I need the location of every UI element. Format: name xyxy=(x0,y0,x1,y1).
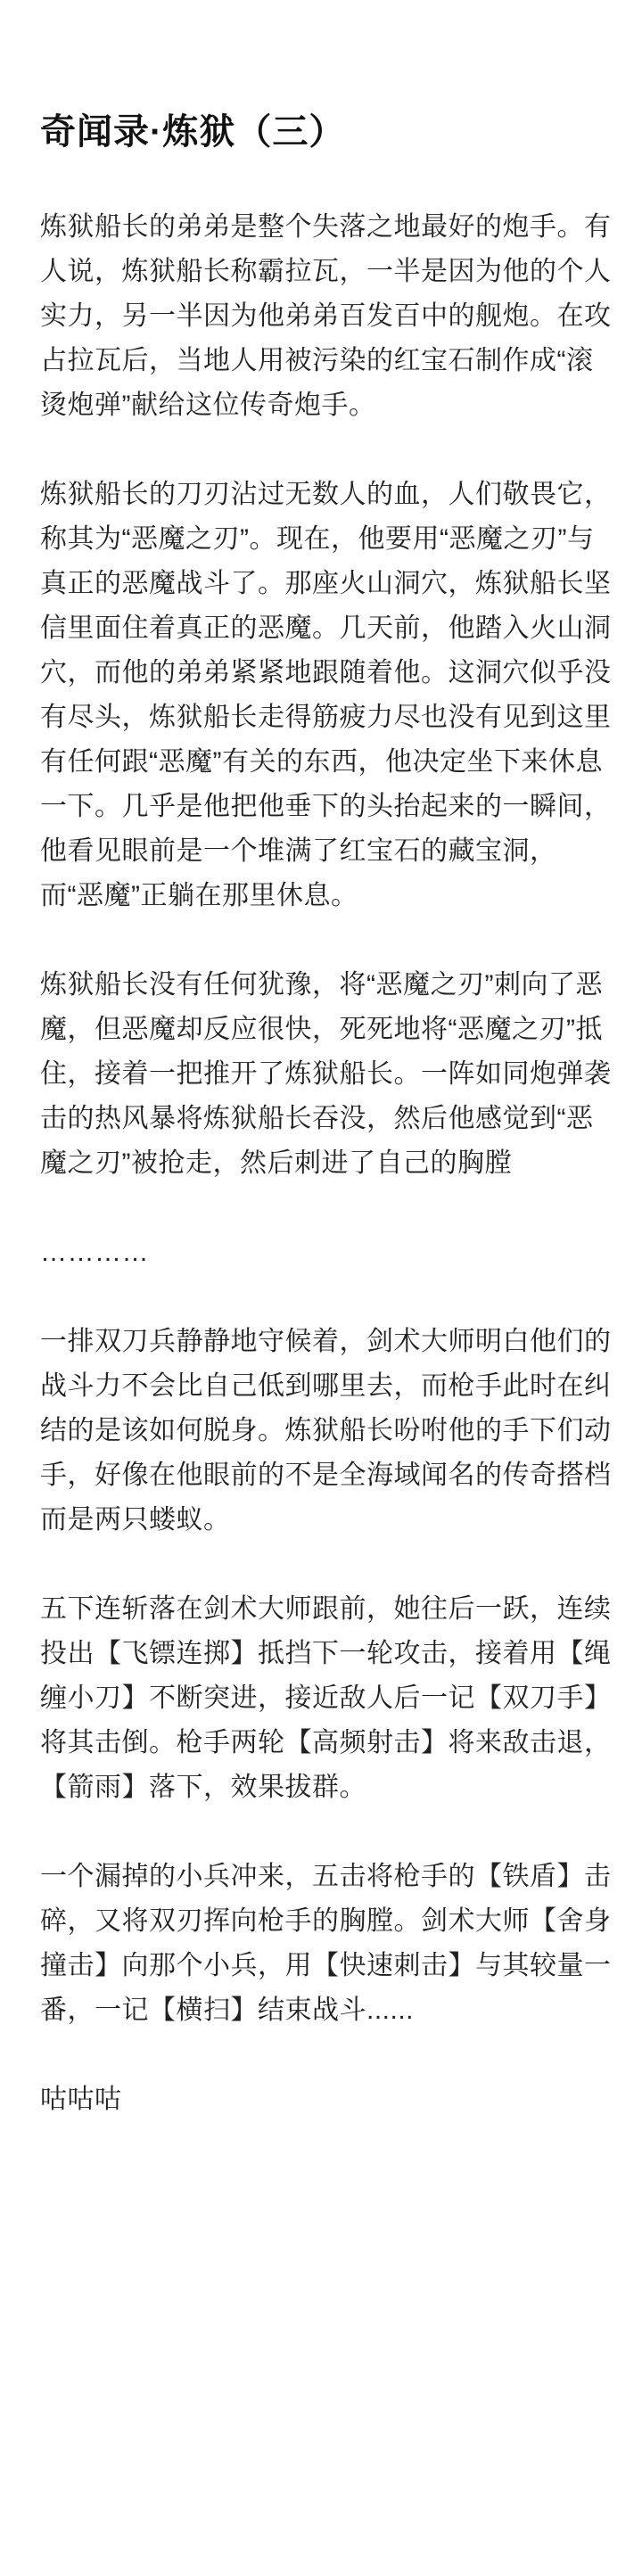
ellipsis-line: ………… xyxy=(40,1238,149,1267)
article-paragraph-3: 炼狱船长没有任何犹豫，将“恶魔之刃”刺向了恶魔，但恶魔却反应很快，死死地将“恶魔之刃”抵住，接着一把推开了炼狱船长。一阵如同炮弹袭击的热风暴将炼狱船长吞没，然后他感觉到“恶魔之刃”被抢走，然后刺进了自己的胸膛 xyxy=(40,970,612,1178)
article-paragraph-2: 炼狱船长的刀刃沾过无数人的血，人们敬畏它，称其为“恶魔之刃”。现在，他要用“恶魔之刃”与真正的恶魔战斗了。那座火山洞穴，炼狱船长坚信里面住着真正的恶魔。几天前，他踏入火山洞穴，而他的弟弟紧紧地跟随着他。这洞穴似乎没有尽头，炼狱船长走得筋疲力尽也没有见到这里有任何跟“恶魔”有关的东西，他决定坐下来休息一下。几乎是他把他垂下的头抬起来的一瞬间，他看见眼前是一个堆满了红宝石的藏宝洞，而“恶魔”正躺在那里休息。 xyxy=(40,480,612,910)
article-paragraph-6: 五下连斩落在剑术大师跟前，她往后一跃，连续投出【飞镖连掷】抵挡下一轮攻击，接着用【绳缠小刀】不断突进，接近敌人后一记【双刀手】将其击倒。枪手两轮【高频射击】将来敌击退，【箭雨】落下，效果拔群。 xyxy=(40,1594,612,1802)
article-paragraph-5: 一排双刀兵静静地守候着，剑术大师明白他们的战斗力不会比自己低到哪里去，而枪手此时在纠结的是该如何脱身。炼狱船长吩咐他的手下们动手，好像在他眼前的不是全海域闻名的传奇搭档而是两只蝼蚁。 xyxy=(40,1327,612,1535)
article-paragraph-1: 炼狱船长的弟弟是整个失落之地最好的炮手。有人说，炼狱船长称霸拉瓦，一半是因为他的个人实力，另一半因为他弟弟百发百中的舰炮。在攻占拉瓦后，当地人用被污染的红宝石制作成“滚烫炮弹”献给这位传奇炮手。 xyxy=(40,212,612,420)
article-paragraph-7: 一个漏掉的小兵冲来，五击将枪手的【铁盾】击碎，又将双刃挥向枪手的胸膛。剑术大师【舍身撞击】向那个小兵，用【快速刺击】与其较量一番，一记【横扫】结束战斗...... xyxy=(40,1862,612,2025)
article-paragraph-8: 咕咕咕 xyxy=(40,2085,122,2114)
article-title: 奇闻录·炼狱（三） xyxy=(40,112,346,152)
